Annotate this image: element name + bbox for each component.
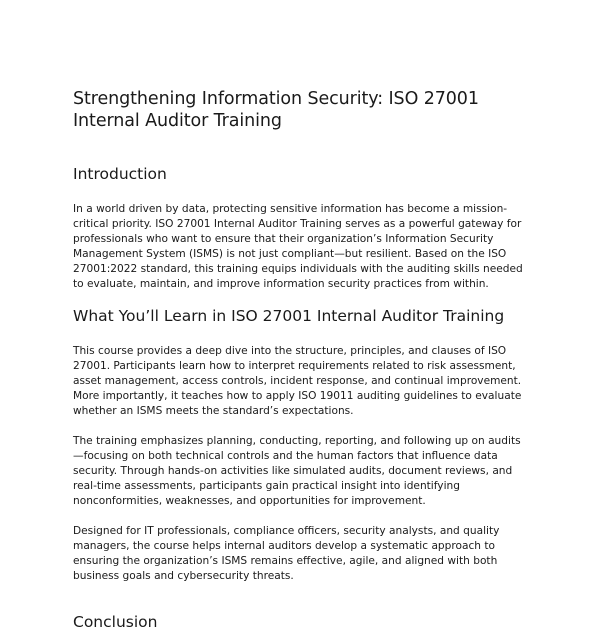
section-heading-conclusion: Conclusion — [73, 613, 158, 631]
document-body — [73, 88, 529, 632]
section-heading-what-youll-learn: What You’ll Learn in ISO 27001 Internal Auditor Training — [73, 307, 505, 325]
learn-paragraph-1: This course provides a deep dive into the structure, principles, and clauses of ISO 27001. Participants learn how to interpret requirements related to risk assessment, asset management, access controls, incident response, and continual improvement. More importantly, it teaches how to apply ISO 19011 auditing guidelines to evaluate whether an ISMS meets the standard’s expectations. — [73, 345, 522, 417]
document-title: Strengthening Information Security: ISO 27001 Internal Auditor Training — [73, 89, 479, 131]
section-heading-introduction: Introduction — [73, 165, 167, 183]
learn-paragraph-2: The training emphasizes planning, conducting, reporting, and following up on audits—focusing on both technical controls and the human factors that influence data security. Through hands-on activities like simulated audits, document reviews, and real-time assessments, participants gain practical insight into identifying nonconformities, weaknesses, and opportunities for improvement. — [73, 435, 521, 507]
introduction-paragraph: In a world driven by data, protecting sensitive information has become a mission-critical priority. ISO 27001 Internal Auditor Training serves as a powerful gateway for professionals who want to ensure that their organization’s Information Security Management System (ISMS) is not just compliant—but resilient. Based on the ISO 27001:2022 standard, this training equips individuals with the auditing skills needed to evaluate, maintain, and improve information security practices from within. — [73, 203, 523, 290]
learn-paragraph-3: Designed for IT professionals, compliance officers, security analysts, and quality managers, the course helps internal auditors develop a systematic approach to ensuring the organization’s ISMS remains effective, agile, and aligned with both business goals and cybersecurity threats. — [73, 525, 500, 582]
